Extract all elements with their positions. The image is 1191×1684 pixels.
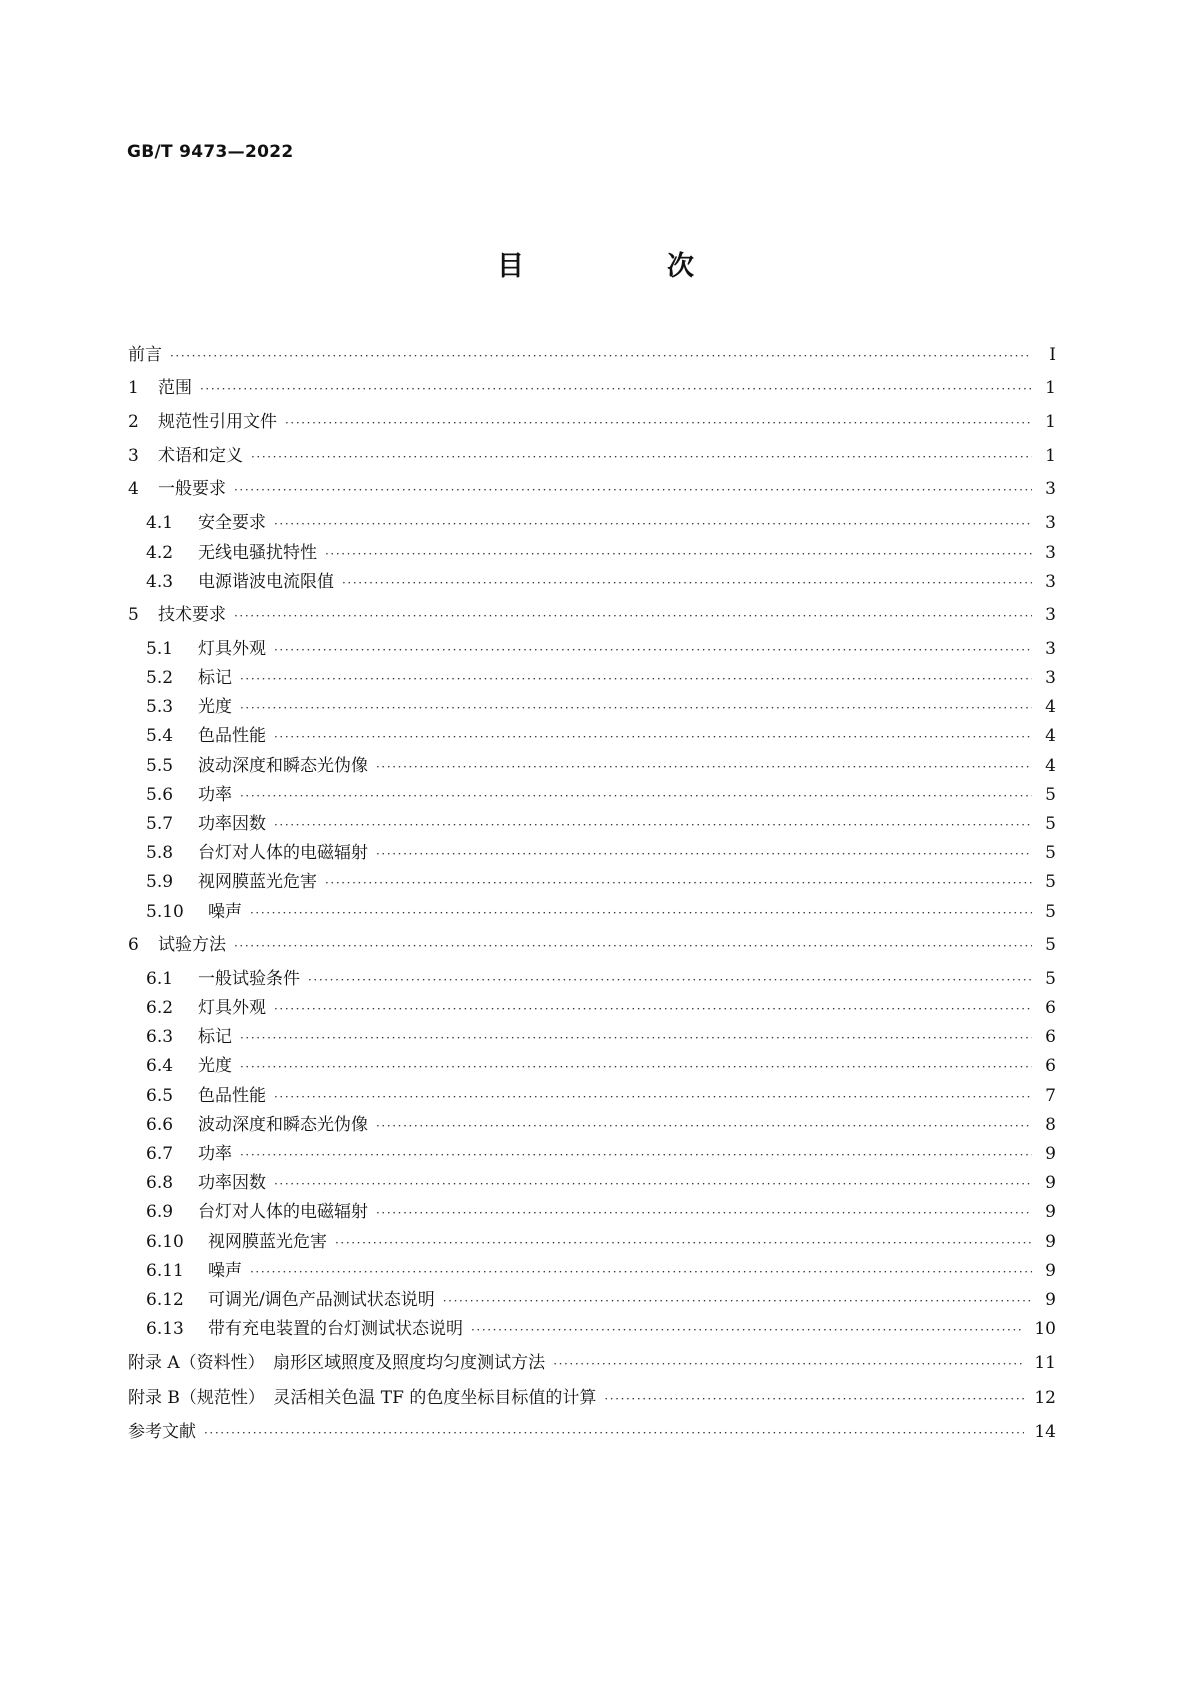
toc-entry[interactable] [128, 1022, 1056, 1048]
toc-leader-dots [250, 906, 1032, 920]
toc-entry-number: 4.2 [146, 543, 174, 563]
toc-entry-page: 9 [1045, 1144, 1056, 1164]
toc-entry-page: 8 [1045, 1115, 1056, 1135]
toc-entry-title: 可调光/调色产品测试状态说明 [208, 1290, 435, 1310]
toc-entry[interactable] [128, 964, 1056, 990]
toc-entry-number: 6.12 [146, 1290, 184, 1310]
toc-entry-title: 光度 [198, 697, 232, 717]
toc-entry[interactable] [128, 1383, 1056, 1409]
toc-entry[interactable] [128, 867, 1056, 893]
toc-leader-dots [325, 547, 1032, 561]
toc-entry-number: 6.1 [146, 969, 174, 989]
toc-entry-number: 5.5 [146, 756, 174, 776]
toc-entry[interactable] [128, 538, 1056, 564]
toc-entry[interactable] [128, 407, 1056, 433]
toc-entry[interactable] [128, 838, 1056, 864]
toc-entry[interactable] [128, 1227, 1056, 1253]
toc-leader-dots [342, 576, 1032, 590]
toc-entry-number: 6 [128, 935, 139, 955]
toc-leader-dots [274, 517, 1032, 531]
toc-entry[interactable] [128, 692, 1056, 718]
toc-entry-title: 技术要求 [158, 605, 226, 625]
toc-leader-dots [335, 1236, 1032, 1250]
toc-entry[interactable] [128, 1168, 1056, 1194]
toc-entry-title: 功率 [198, 1144, 232, 1164]
toc-leader-dots [234, 609, 1032, 623]
toc-entry-number: 6.13 [146, 1319, 184, 1339]
toc-entry-title: 灯具外观 [198, 639, 266, 659]
toc-leader-dots [240, 789, 1032, 803]
toc-entry-page: 3 [1045, 513, 1056, 533]
toc-entry-title: 噪声 [208, 1261, 242, 1281]
toc-entry-number: 5.4 [146, 726, 174, 746]
toc-entry-page: 5 [1045, 969, 1056, 989]
toc-entry-number: 6.9 [146, 1202, 174, 1222]
toc-entry-number: 1 [128, 378, 139, 398]
toc-entry-page: 1 [1045, 412, 1056, 432]
toc-entry-title: 附录 A（资料性） 扇形区域照度及照度均匀度测试方法 [128, 1353, 546, 1373]
toc-entry-page: 3 [1045, 605, 1056, 625]
toc-entry-page: 6 [1045, 1056, 1056, 1076]
toc-entry-title: 试验方法 [158, 935, 226, 955]
toc-entry-number: 6.4 [146, 1056, 174, 1076]
toc-leader-dots [234, 939, 1032, 953]
toc-leader-dots [200, 382, 1032, 396]
toc-entry[interactable] [128, 1417, 1056, 1443]
toc-entry-number: 6.5 [146, 1086, 174, 1106]
toc-entry-number: 6.10 [146, 1232, 184, 1252]
toc-entry[interactable] [128, 1314, 1056, 1340]
toc-entry[interactable] [128, 809, 1056, 835]
toc-entry[interactable] [128, 1256, 1056, 1282]
toc-entry-title: 参考文献 [128, 1422, 196, 1442]
toc-entry-page: 10 [1034, 1319, 1056, 1339]
toc-entry-number: 5.1 [146, 639, 174, 659]
toc-entry-page: 3 [1045, 543, 1056, 563]
toc-leader-dots [274, 818, 1032, 832]
toc-entry-page: 9 [1045, 1232, 1056, 1252]
toc-entry-title: 视网膜蓝光危害 [208, 1232, 327, 1252]
toc-entry-title: 台灯对人体的电磁辐射 [198, 843, 368, 863]
toc-entry[interactable] [128, 1285, 1056, 1311]
toc-entry-title: 功率因数 [198, 814, 266, 834]
toc-entry-page: 4 [1045, 697, 1056, 717]
toc-entry-page: 4 [1045, 726, 1056, 746]
toc-entry-title: 波动深度和瞬态光伪像 [198, 1115, 368, 1135]
toc-leader-dots [251, 450, 1032, 464]
toc-entry-title: 功率因数 [198, 1173, 266, 1193]
toc-entry-title: 附录 B（规范性） 灵活相关色温 TF 的色度坐标目标值的计算 [128, 1388, 597, 1408]
toc-entry-title: 无线电骚扰特性 [198, 543, 317, 563]
toc-entry-page: 11 [1034, 1353, 1056, 1373]
toc-entry-page: 4 [1045, 756, 1056, 776]
toc-entry[interactable] [128, 751, 1056, 777]
toc-entry-number: 6.7 [146, 1144, 174, 1164]
toc-leader-dots [240, 1031, 1032, 1045]
toc-leader-dots [376, 1206, 1032, 1220]
toc-entry-page: 5 [1045, 785, 1056, 805]
toc-entry-page: 9 [1045, 1290, 1056, 1310]
toc-entry-title: 台灯对人体的电磁辐射 [198, 1202, 368, 1222]
toc-leader-dots [234, 483, 1032, 497]
toc-leader-dots [274, 1090, 1032, 1104]
toc-entry-page: 1 [1045, 378, 1056, 398]
toc-entry[interactable] [128, 897, 1056, 923]
toc-entry-title: 带有充电装置的台灯测试状态说明 [208, 1319, 463, 1339]
toc-entry[interactable] [128, 721, 1056, 747]
toc-entry-title: 标记 [198, 668, 232, 688]
toc-leader-dots [443, 1294, 1032, 1308]
toc-entry-title: 范围 [158, 378, 192, 398]
toc-entry[interactable] [128, 567, 1056, 593]
toc-entry[interactable] [128, 508, 1056, 534]
toc-entry-title: 视网膜蓝光危害 [198, 872, 317, 892]
toc-leader-dots [376, 760, 1032, 774]
toc-entry[interactable] [128, 1197, 1056, 1223]
toc-entry-page: 1 [1045, 446, 1056, 466]
toc-entry-title: 标记 [198, 1027, 232, 1047]
toc-entry[interactable] [128, 373, 1056, 399]
toc-entry-page: 5 [1045, 902, 1056, 922]
toc-entry-number: 4 [128, 479, 139, 499]
toc-entry-number: 2 [128, 412, 139, 432]
standard-code: GB/T 9473—2022 [127, 142, 294, 162]
toc-entry-page: 9 [1045, 1173, 1056, 1193]
toc-leader-dots [325, 876, 1032, 890]
toc-entry-page: 5 [1045, 843, 1056, 863]
toc-entry-title: 电源谐波电流限值 [198, 572, 334, 592]
toc-leader-dots [274, 730, 1032, 744]
toc-entry[interactable] [128, 780, 1056, 806]
toc-entry-title: 噪声 [208, 902, 242, 922]
toc-entry-page: 3 [1045, 668, 1056, 688]
toc-entry-title: 规范性引用文件 [158, 412, 277, 432]
toc-entry[interactable] [128, 663, 1056, 689]
toc-leader-dots [274, 643, 1032, 657]
toc-entry-number: 5.6 [146, 785, 174, 805]
toc-leader-dots [604, 1392, 1024, 1406]
toc-entry-title: 功率 [198, 785, 232, 805]
toc-entry-title: 一般试验条件 [198, 969, 300, 989]
toc-entry-title: 波动深度和瞬态光伪像 [198, 756, 368, 776]
toc-entry[interactable] [128, 1051, 1056, 1077]
toc-entry-number: 6.2 [146, 998, 174, 1018]
toc-entry[interactable] [128, 1081, 1056, 1107]
toc-entry-number: 6.11 [146, 1261, 184, 1281]
toc-leader-dots [240, 701, 1032, 715]
toc-entry-page: 14 [1034, 1422, 1056, 1442]
toc-leader-dots [240, 1060, 1032, 1074]
toc-entry-title: 一般要求 [158, 479, 226, 499]
toc-entry-title: 前言 [128, 345, 162, 365]
toc-entry-title: 安全要求 [198, 513, 266, 533]
toc-entry-page: 5 [1045, 814, 1056, 834]
toc-entry-page: 3 [1045, 572, 1056, 592]
toc-entry[interactable] [128, 1139, 1056, 1165]
toc-leader-dots [240, 672, 1032, 686]
toc-entry-number: 4.3 [146, 572, 174, 592]
toc-entry-number: 5.3 [146, 697, 174, 717]
toc-entry-page: 9 [1045, 1202, 1056, 1222]
toc-leader-dots [471, 1323, 1024, 1337]
toc-entry-number: 5.9 [146, 872, 174, 892]
toc-entry-page: 6 [1045, 998, 1056, 1018]
toc-entry-page: 12 [1034, 1388, 1056, 1408]
toc-leader-dots [274, 1177, 1032, 1191]
toc-leader-dots [170, 349, 1032, 363]
toc-leader-dots [553, 1357, 1024, 1371]
toc-entry-number: 5.7 [146, 814, 174, 834]
page-title: 目 次 [497, 251, 752, 282]
toc-entry-number: 6.3 [146, 1027, 174, 1047]
toc-leader-dots [240, 1148, 1032, 1162]
toc-entry[interactable] [128, 340, 1056, 366]
toc-entry-title: 光度 [198, 1056, 232, 1076]
toc-entry-number: 5.2 [146, 668, 174, 688]
toc-entry[interactable] [128, 634, 1056, 660]
toc-entry-page: 3 [1045, 479, 1056, 499]
toc-entry[interactable] [128, 474, 1056, 500]
toc-entry[interactable] [128, 993, 1056, 1019]
toc-entry[interactable] [128, 441, 1056, 467]
toc-entry-title: 术语和定义 [158, 446, 243, 466]
toc-leader-dots [376, 847, 1032, 861]
toc-entry-page: 6 [1045, 1027, 1056, 1047]
toc-entry-number: 4.1 [146, 513, 174, 533]
toc-entry-number: 5.10 [146, 902, 184, 922]
toc-leader-dots [376, 1119, 1032, 1133]
toc-entry-page: 7 [1045, 1086, 1056, 1106]
toc-entry-page: 5 [1045, 872, 1056, 892]
toc-entry-page: 5 [1045, 935, 1056, 955]
toc-entry-number: 6.6 [146, 1115, 174, 1135]
toc-leader-dots [250, 1265, 1032, 1279]
toc-entry-title: 灯具外观 [198, 998, 266, 1018]
toc-leader-dots [308, 973, 1032, 987]
toc-entry-title: 色品性能 [198, 726, 266, 746]
toc-leader-dots [285, 416, 1032, 430]
toc-leader-dots [204, 1426, 1024, 1440]
toc-entry-number: 3 [128, 446, 139, 466]
toc-entry-page: 9 [1045, 1261, 1056, 1281]
toc-entry-title: 色品性能 [198, 1086, 266, 1106]
toc-entry-number: 6.8 [146, 1173, 174, 1193]
toc-entry[interactable] [128, 600, 1056, 626]
toc-entry[interactable] [128, 1110, 1056, 1136]
toc-entry-page: 3 [1045, 639, 1056, 659]
toc-entry-number: 5 [128, 605, 139, 625]
toc-leader-dots [274, 1002, 1032, 1016]
toc-entry-number: 5.8 [146, 843, 174, 863]
toc-entry[interactable] [128, 1348, 1056, 1374]
toc-entry-page: Ⅰ [1049, 345, 1056, 365]
toc-entry[interactable] [128, 930, 1056, 956]
